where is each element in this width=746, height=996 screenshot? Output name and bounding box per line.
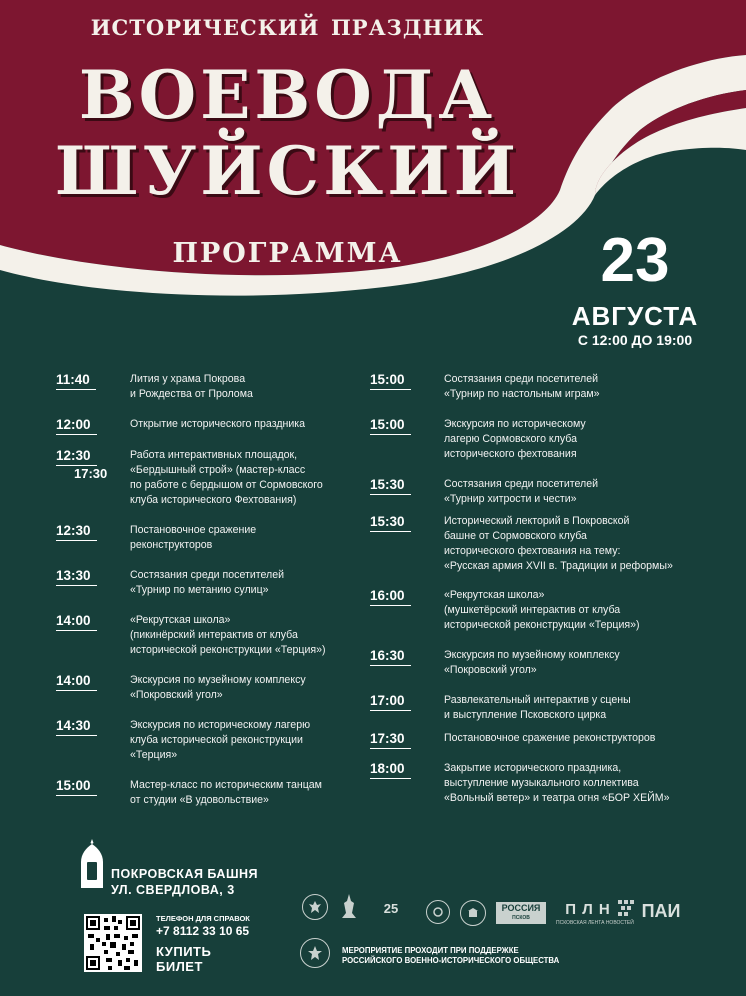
venue-name: ПОКРОВСКАЯ БАШНЯ (111, 867, 259, 881)
schedule-description: Состязания среди посетителей «Турнир хитрости и чести» (444, 478, 599, 505)
title-line-2: ШУЙСКИЙ (55, 132, 520, 210)
anniversary-number: 25 (383, 900, 399, 916)
schedule-description: Открытие исторического праздника (130, 418, 306, 430)
schedule-time: 17:30 (370, 731, 411, 749)
venue-street: УЛ. СВЕРДЛОВА, 3 (111, 883, 235, 897)
russia-logo-subtext: ПСКОВ (512, 915, 530, 921)
support-line-2: РОССИЙСКОГО ВОЕННО-ИСТОРИЧЕСКОГО ОБЩЕСТВА (342, 956, 560, 965)
schedule-time: 16:30 (370, 648, 411, 666)
schedule-item (370, 693, 690, 731)
schedule-time: 15:30 (370, 477, 411, 495)
eagle-icon (308, 900, 322, 914)
schedule-description: «Рекрутская школа» (пикинёрский интерактив от клуба исторической реконструкции «Терция») (130, 614, 326, 656)
schedule-time: 16:00 (370, 588, 411, 606)
schedule-time: 15:30 (370, 514, 411, 532)
schedule-time: 13:30 (56, 568, 97, 586)
event-month: АВГУСТА (571, 301, 699, 331)
schedule-description: «Рекрутская школа» (мушкетёрский интерактив от клуба исторической реконструкции «Терция») (444, 589, 640, 631)
program-heading: программа (172, 226, 403, 271)
rvio-logo (300, 938, 330, 968)
schedule-description: Развлекательный интерактив у сцены и выступление Псковского цирка (444, 694, 631, 721)
schedule-time: 15:00 (56, 778, 97, 796)
schedule-time: 14:00 (56, 673, 97, 691)
schedule-time: 17:00 (370, 693, 411, 711)
museum-icon (467, 907, 479, 919)
schedule-item (56, 613, 376, 673)
schedule-item (370, 417, 690, 477)
schedule-description: Работа интерактивных площадок, «Бердышный строй» (мастер-класс по работе с бердышом от Сормовского клуба исторического Фехтования) (130, 449, 323, 506)
schedule-left-column (56, 372, 376, 823)
schedule-description: Состязания среди посетителей «Турнир по настольным играм» (444, 373, 600, 400)
pln-caption: ПСКОВСКАЯ ЛЕНТА НОВОСТЕЙ (556, 920, 634, 926)
schedule-time: 11:40 (56, 372, 96, 390)
tower-logo-icon (78, 838, 106, 892)
schedule-item (56, 523, 376, 568)
schedule-item (370, 372, 690, 417)
schedule-right-column (370, 372, 690, 811)
event-subtitle: исторический праздник (90, 8, 485, 43)
schedule-time: 12:30 (56, 448, 97, 466)
emblem-partner-logo (302, 894, 328, 920)
schedule-time: 14:30 (56, 718, 97, 736)
schedule-description: Закрытие исторического праздника, выступление музыкального коллектива «Вольный ветер» и театра огня «БОР ХЕЙМ» (444, 762, 670, 804)
rvio-emblem-icon (307, 945, 323, 961)
buy-ticket-line1: КУПИТЬ (156, 944, 212, 959)
schedule-description: Исторический лекторий в Покровской башне от Сормовского клуба исторического фехтования на тему: «Русская армия XVII в. Традиции и реформы» (444, 515, 673, 572)
russia-tv-partner-logo (496, 902, 546, 924)
russia-logo-text: РОССИЯ (501, 903, 541, 913)
pai-partner-logo (641, 900, 681, 922)
schedule-description: Экскурсия по историческому лагерю клуба исторической реконструкции «Терция» (130, 719, 311, 761)
schedule-time: 15:00 (370, 417, 411, 435)
schedule-description: Мастер-класс по историческим танцам от студии «В удовольствие» (130, 779, 322, 806)
pai-logo-text: ПАИ (641, 900, 681, 921)
schedule-description: Экскурсия по историческому лагерю Сормовского клуба исторического фехтования (444, 418, 586, 460)
monument-partner-logo (338, 892, 360, 920)
schedule-time: 15:00 (370, 372, 411, 390)
schedule-time-end: 17:30 (74, 466, 108, 481)
schedule-item (370, 514, 690, 588)
schedule-item (56, 417, 376, 448)
schedule-description: Экскурсия по музейному комплексу «Покровский угол» (130, 674, 306, 701)
pln-logo-text: П Л Н (565, 900, 611, 918)
schedule-item (370, 761, 690, 811)
anniversary-partner-logo (368, 897, 414, 919)
qr-code[interactable] (84, 914, 142, 972)
schedule-time: 18:00 (370, 761, 411, 779)
schedule-item (56, 568, 376, 613)
schedule-item (370, 731, 690, 761)
museum-partner-logo (460, 900, 486, 926)
support-line-1: МЕРОПРИЯТИЕ ПРОХОДИТ ПРИ ПОДДЕРЖКЕ (342, 946, 519, 955)
support-note (342, 946, 559, 966)
venue-address (111, 866, 258, 898)
monument-icon (340, 893, 358, 919)
schedule-item (56, 372, 376, 417)
pln-partner-logo (556, 900, 620, 918)
event-day: 23 (600, 226, 670, 295)
phone-label: ТЕЛЕФОН ДЛЯ СПРАВОК (156, 914, 250, 923)
event-hours: С 12:00 ДО 19:00 (577, 332, 693, 348)
schedule-item (370, 648, 690, 693)
schedule-description: Постановочное сражение реконструкторов (444, 732, 656, 744)
schedule-item (56, 448, 376, 523)
schedule-description: Постановочное сражение реконструкторов (130, 524, 257, 551)
title-line-1: ВОЕВОДА (78, 56, 497, 134)
schedule-item (56, 778, 376, 823)
phone-number[interactable]: +7 8112 33 10 65 (156, 924, 250, 938)
schedule-item (370, 588, 690, 648)
schedule-time: 14:00 (56, 613, 97, 631)
crest-icon (432, 906, 444, 918)
schedule-item (370, 477, 690, 514)
schedule-item (56, 718, 376, 778)
schedule-time: 12:00 (56, 417, 97, 435)
schedule-description: Лития у храма Покрова и Рождества от Пролома (130, 373, 253, 400)
schedule-description: Экскурсия по музейному комплексу «Покровский угол» (444, 649, 620, 676)
buy-ticket-line2: БИЛЕТ (156, 959, 203, 974)
buy-ticket-link[interactable] (156, 944, 211, 974)
schedule-time: 12:30 (56, 523, 97, 541)
schedule-item (56, 673, 376, 718)
crest-partner-logo (426, 900, 450, 924)
schedule-description: Состязания среди посетителей «Турнир по метанию сулиц» (130, 569, 285, 596)
pln-pattern-icon (618, 900, 636, 918)
